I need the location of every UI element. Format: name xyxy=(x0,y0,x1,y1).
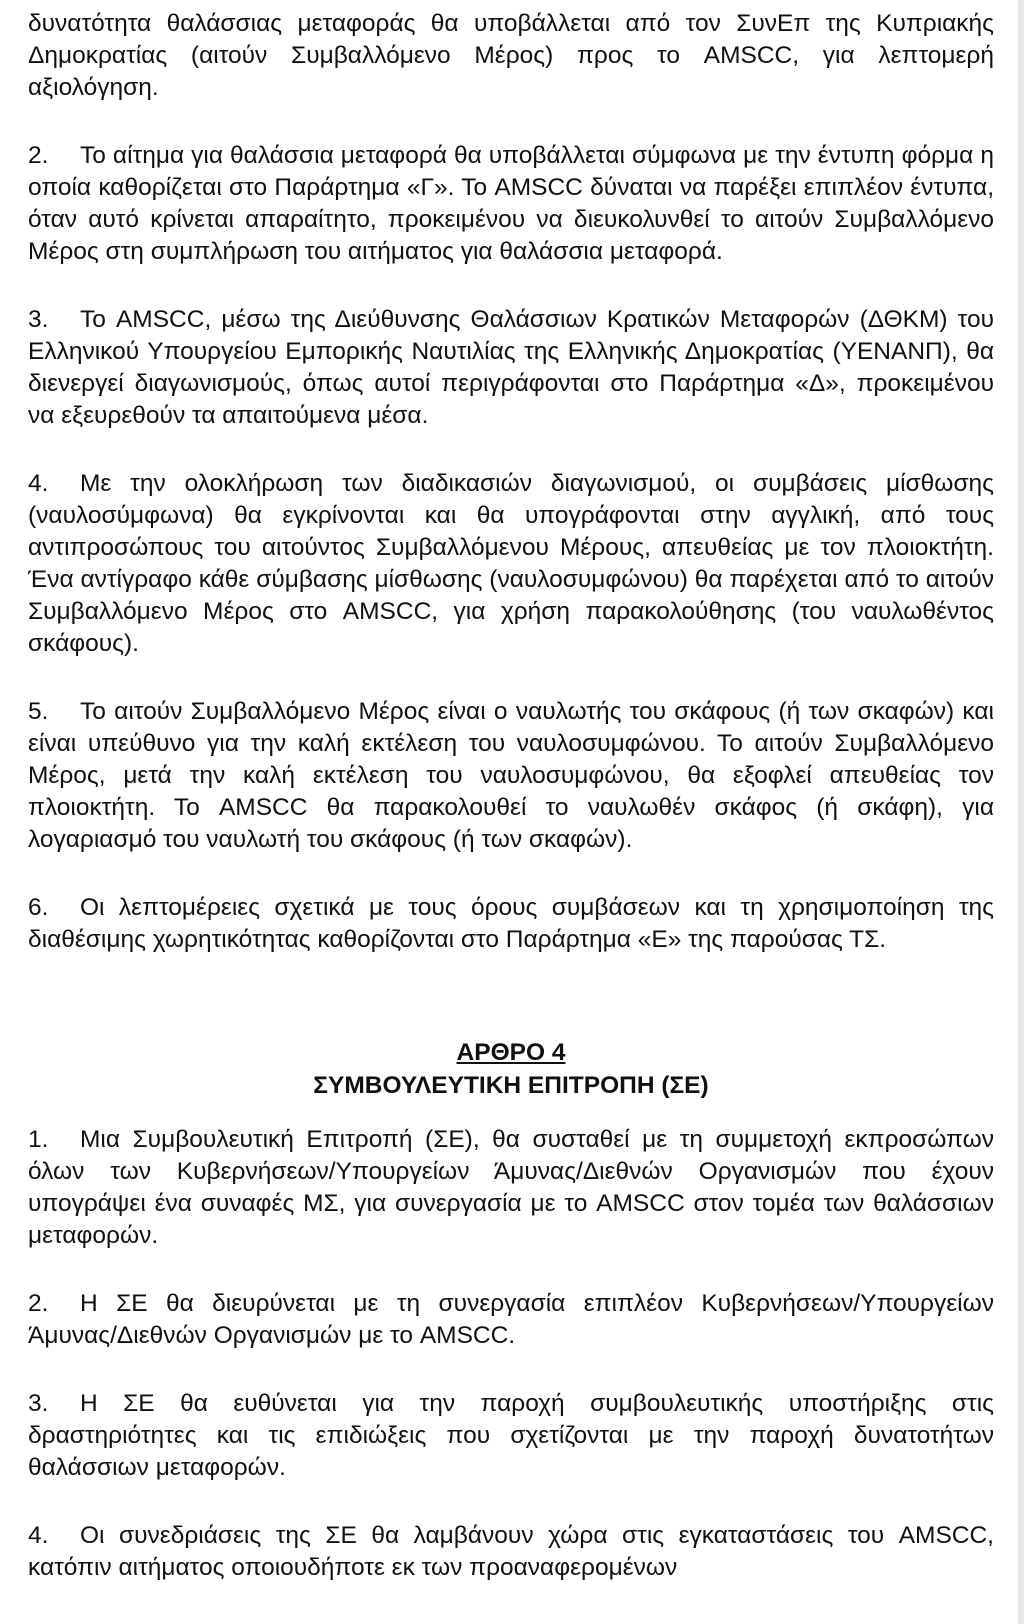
paragraph-number: 6. xyxy=(28,894,49,921)
paragraph-4 xyxy=(28,468,994,660)
paragraph-text: Η ΣΕ θα ευθύνεται για την παροχή συμβουλευτικής υποστήριξης στις δραστηριότητες και τις επιδιώξεις που σχετίζονται με την παροχή δυνατοτήτων θαλάσσιων μεταφορών. xyxy=(28,1390,994,1481)
paragraph-3 xyxy=(28,304,994,432)
article-title: ΣΥΜΒΟΥΛΕΥΤΙΚΗ ΕΠΙΤΡΟΠΗ (ΣΕ) xyxy=(313,1072,709,1099)
paragraph-6 xyxy=(28,892,994,956)
paragraph-2 xyxy=(28,140,994,268)
paragraph-text: Το AMSCC, μέσω της Διεύθυνσης Θαλάσσιων Κρατικών Μεταφορών (ΔΘΚΜ) του Ελληνικού Υπουργείου Εμπορικής Ναυτιλίας της Ελληνικής Δημοκρατίας (ΥΕΝΑΝΠ), θα διενεργεί διαγωνισμούς, όπως αυτοί περιγράφονται στο Παράρτημα «Δ», προκειμένου να εξευρεθούν τα απαιτούμενα μέσα. xyxy=(28,306,994,429)
paragraph-text: Με την ολοκλήρωση των διαδικασιών διαγωνισμού, οι συμβάσεις μίσθωσης (ναυλοσύμφωνα) θα εγκρίνονται και θα υπογράφονται στην αγγλική, από τους αντιπροσώπους του αιτούντος Συμβαλλόμενου Μέρους, απευθείας με τον πλοιοκτήτη. Ένα αντίγραφο κάθε σύμβασης μίσθωσης (ναυλοσυμφώνου) θα παρέχεται από το αιτούν Συμβαλλόμενο Μέρος στο AMSCC, για χρήση παρακολούθησης (του ναυλωθέντος σκάφους). xyxy=(28,470,994,657)
paragraph-number: 3. xyxy=(28,1390,49,1417)
paragraph-text: Οι συνεδριάσεις της ΣΕ θα λαμβάνουν χώρα στις εγκαταστάσεις του AMSCC, κατόπιν αιτήματος οποιουδήποτε εκ των προαναφερομένων xyxy=(28,1522,994,1581)
paragraph-number: 4. xyxy=(28,470,49,497)
article-paragraph-3 xyxy=(28,1388,994,1484)
article-number: ΑΡΘΡΟ 4 xyxy=(456,1039,566,1066)
paragraph-5 xyxy=(28,696,994,856)
paragraph-number: 2. xyxy=(28,142,49,169)
paragraph-number: 2. xyxy=(28,1290,49,1317)
paragraph-number: 3. xyxy=(28,306,49,333)
paragraph-text: Το αίτημα για θαλάσσια μεταφορά θα υποβάλλεται σύμφωνα με την έντυπη φόρμα η οποία καθορίζεται στο Παράρτημα «Γ». Το AMSCC δύναται να παρέξει επιπλέον έντυπα, όταν αυτό κρίνεται απαραίτητο, προκειμένου να διευκολυνθεί το αιτούν Συμβαλλόμενο Μέρος στη συμπλήρωση του αιτήματος για θαλάσσια μεταφορά. xyxy=(28,142,994,265)
paragraph-number: 1. xyxy=(28,1126,49,1153)
article-paragraph-1 xyxy=(28,1124,994,1252)
paragraph-number: 5. xyxy=(28,698,49,725)
article-heading xyxy=(28,1036,994,1102)
paragraph-number: 4. xyxy=(28,1522,49,1549)
paragraph-text: Το αιτούν Συμβαλλόμενο Μέρος είναι ο ναυλωτής του σκάφους (ή των σκαφών) και είναι υπεύθυνο για την καλή εκτέλεση του ναυλοσυμφώνου. Το αιτούν Συμβαλλόμενο Μέρος, μετά την καλή εκτέλεση του ναυλοσυμφώνου, θα εξοφλεί απευθείας τον πλοιοκτήτη. Το AMSCC θα παρακολουθεί το ναυλωθέν σκάφος (ή σκάφη), για λογαριασμό του ναυλωτή του σκάφους (ή των σκαφών). xyxy=(28,698,994,853)
article-paragraph-2 xyxy=(28,1288,994,1352)
intro-paragraph: δυνατότητα θαλάσσιας μεταφοράς θα υποβάλλεται από τον ΣυνΕπ της Κυπριακής Δημοκρατίας (αιτούν Συμβαλλόμενο Μέρος) προς το AMSCC, για λεπτομερή αξιολόγηση. xyxy=(28,10,994,101)
paragraph-text: Μια Συμβουλευτική Επιτροπή (ΣΕ), θα συσταθεί με τη συμμετοχή εκπροσώπων όλων των Κυβερνήσεων/Υπουργείων Άμυνας/Διεθνών Οργανισμών που έχουν υπογράψει ένα συναφές ΜΣ, για συνεργασία με το AMSCC στον τομέα των θαλάσσιων μεταφορών. xyxy=(28,1126,994,1249)
scan-edge xyxy=(1018,0,1024,1624)
paragraph-text: Η ΣΕ θα διευρύνεται με τη συνεργασία επιπλέον Κυβερνήσεων/Υπουργείων Άμυνας/Διεθνών Οργανισμών με το AMSCC. xyxy=(28,1290,994,1349)
paragraph-text: Οι λεπτομέρειες σχετικά με τους όρους συμβάσεων και τη χρησιμοποίηση της διαθέσιμης χωρητικότητας καθορίζονται στο Παράρτημα «Ε» της παρούσας ΤΣ. xyxy=(28,894,994,953)
article-paragraph-4 xyxy=(28,1520,994,1584)
